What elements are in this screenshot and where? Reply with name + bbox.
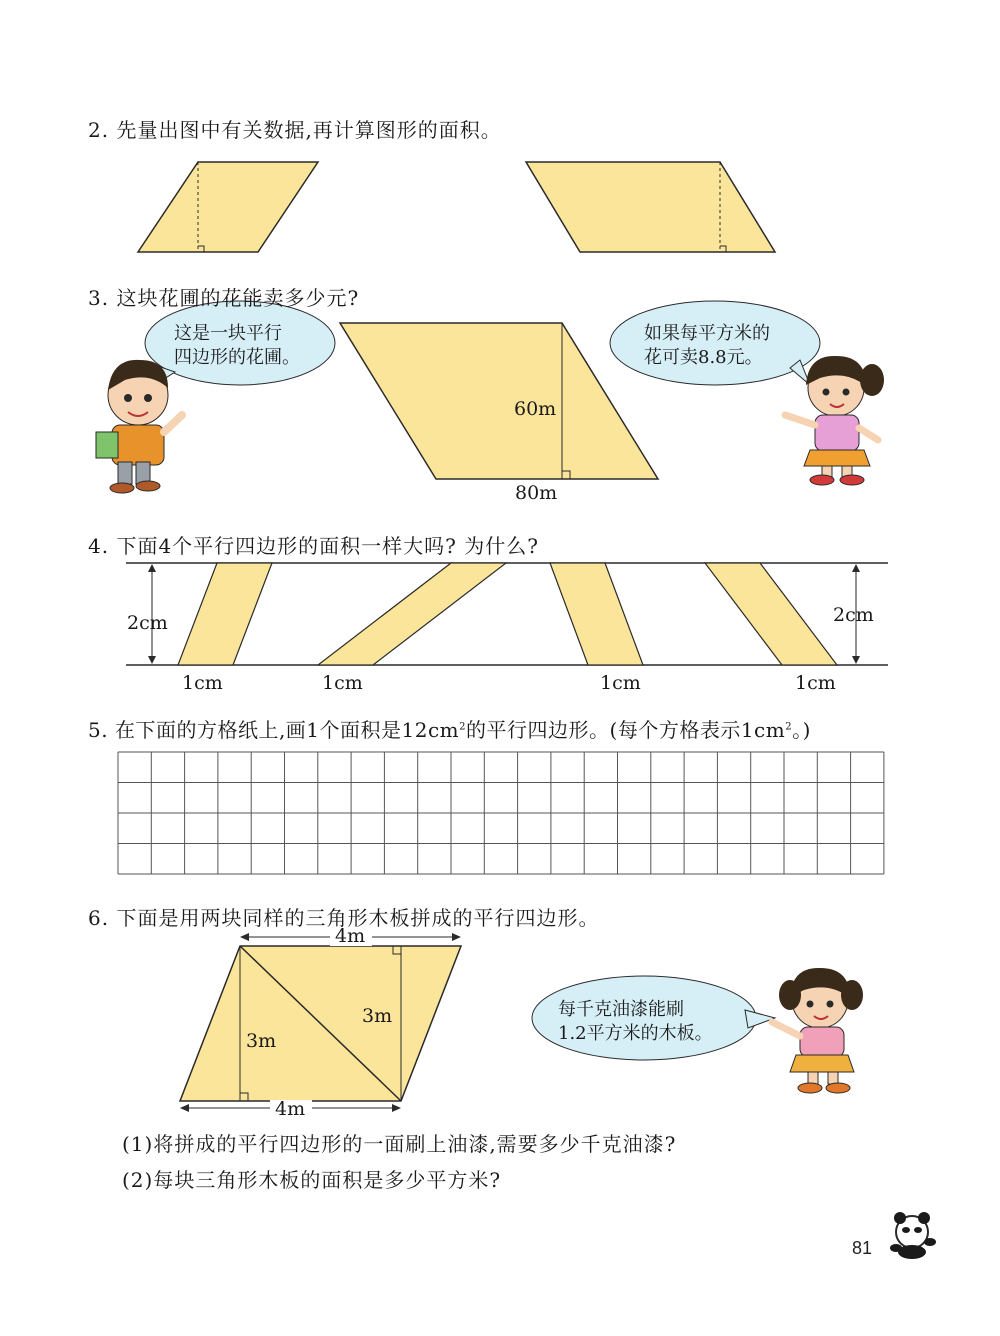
q4-parallelogram-1 [178,563,272,665]
q5-sup-b: 2 [785,721,793,733]
q6-top-label: 4m [335,925,366,947]
q3-bubble-left-line1: 这是一块平行 [174,323,282,344]
q3-bubble-right-line2: 花可卖8.8元。 [644,347,763,368]
q6-sub-question-2: (2)每块三角形木板的面积是多少平方米? [122,1168,502,1192]
q4-base-label-4: 1cm [795,672,836,694]
q4-parallelogram-4 [705,563,837,665]
q3-bubble-left-line2: 四边形的花圃。 [174,347,300,368]
q4-height-left-label: 2cm [127,612,168,634]
question-3: 3. 这块花圃的花能卖多少元? [88,286,360,310]
question-4: 4. 下面4个平行四边形的面积一样大吗? 为什么? [88,534,539,558]
q6-sub-question-1: (1)将拼成的平行四边形的一面刷上油漆,需要多少千克油漆? [122,1132,677,1156]
q6-parallelogram [180,946,461,1101]
q4-base-label-3: 1cm [600,672,641,694]
q4-height-right-label: 2cm [833,604,874,626]
q6-height-right-label: 3m [362,1005,393,1027]
q3-base-label: 80m [515,482,558,504]
boy-character-illustration [96,360,182,493]
q6-bubble-line2: 1.2平方米的木板。 [558,1023,713,1044]
girl-character-illustration-2 [772,968,863,1093]
q4-parallelogram-2 [318,563,506,665]
q5-sup-a: 2 [459,721,467,733]
q2-parallelogram-right [526,162,775,252]
q4-base-label-1: 1cm [182,672,223,694]
q5-text-a: 5. 在下面的方格纸上,画1个面积是12cm [88,718,460,742]
panda-icon [890,1212,936,1259]
q6-bubble-line1: 每千克油漆能刷 [558,999,684,1020]
q4-base-label-2: 1cm [322,672,363,694]
q3-height-label: 60m [514,398,557,420]
q5-text-b: 的平行四边形。(每个方格表示1cm [466,718,786,742]
q2-parallelogram-left [138,162,318,252]
q6-height-left-label: 3m [246,1030,277,1052]
question-2: 2. 先量出图中有关数据,再计算图形的面积。 [88,118,502,142]
question-6: 6. 下面是用两块同样的三角形木板拼成的平行四边形。 [88,906,600,930]
q5-grid-paper [118,752,884,874]
q5-text-c: 。) [792,718,811,742]
q6-bottom-label: 4m [275,1098,306,1120]
q3-bubble-right-line1: 如果每平方米的 [644,323,770,344]
q4-parallelogram-3 [550,563,643,665]
question-5 [88,714,811,743]
page-number: 81 [852,1238,873,1258]
